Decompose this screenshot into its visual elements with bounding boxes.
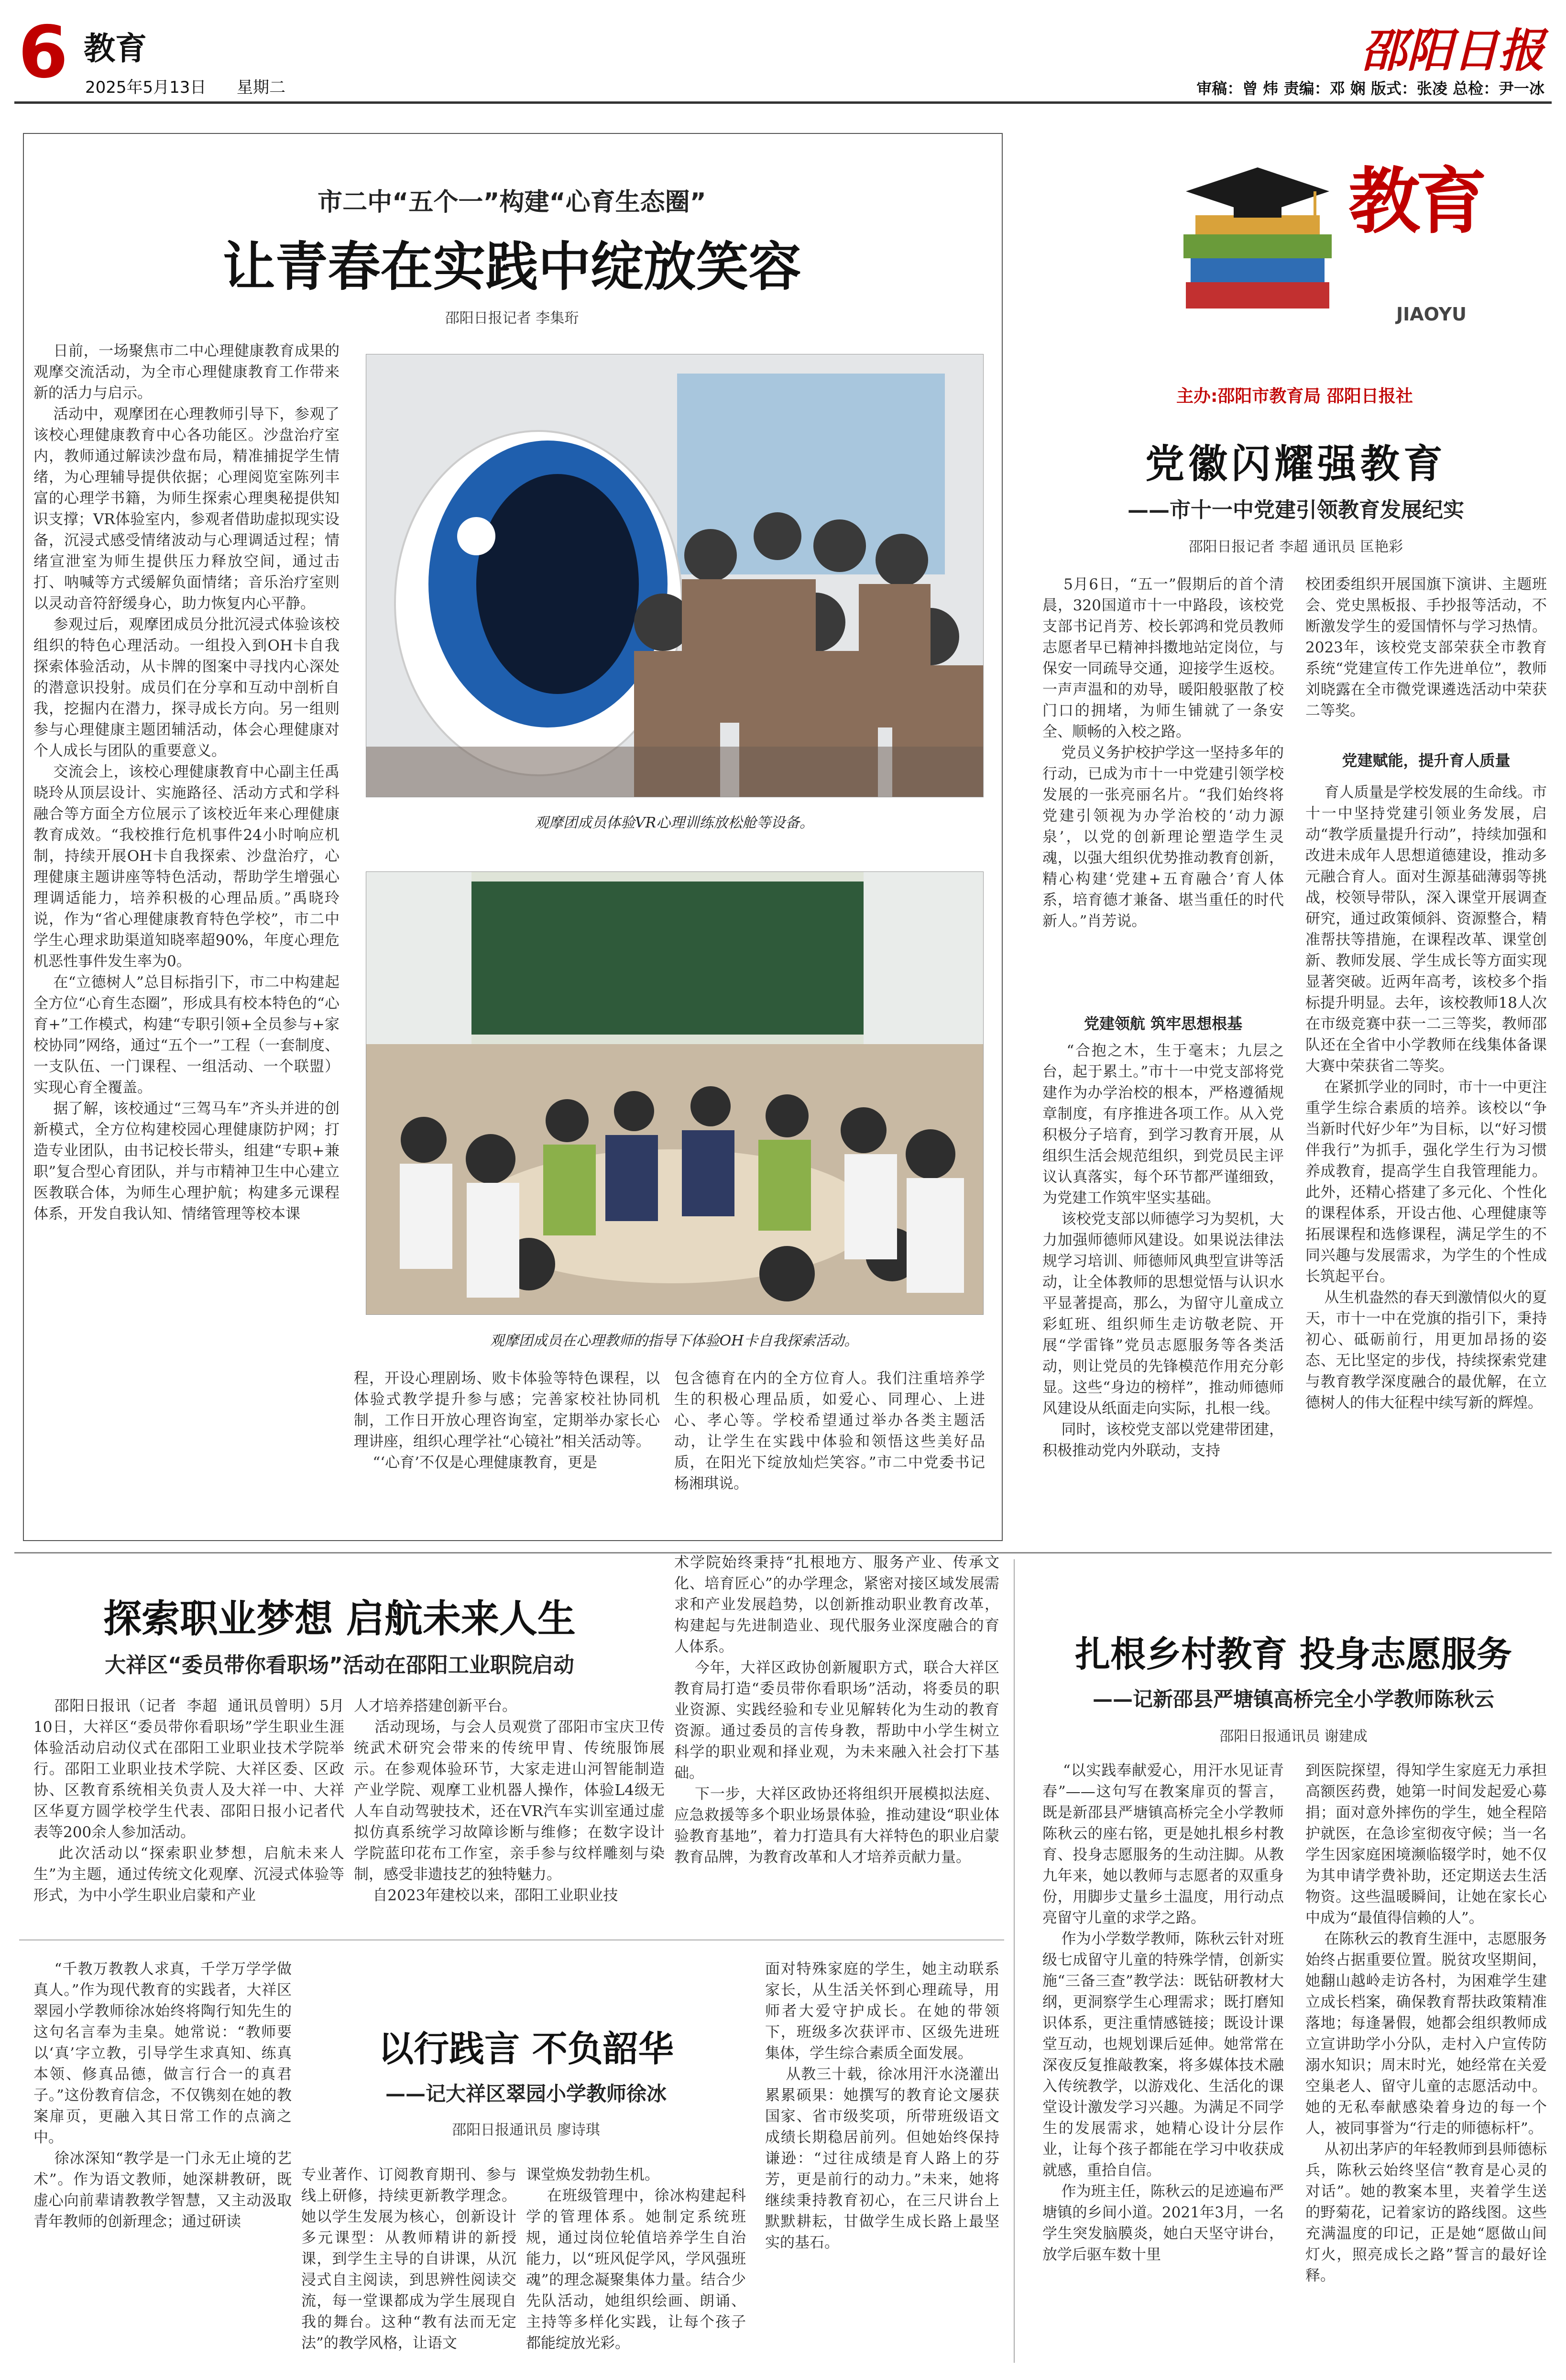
editor-credits: 审稿：曾 炜 责编：邓 娴 版式：张凌 总检：尹一冰 <box>1196 79 1544 98</box>
article5-column1: “千教万教教人求真，千学万学学做真人。”作为现代教育的实践者，大祥区翠园小学教师徐冰始终将陶行知先生的这句名言奉为圭臬。她常说：“教师要以‘真’字立教，引导学生求真知、练真本领、修真品德，做言行合一的真君子。”这份教育信念，不仅镌刻在她的教案扉页，更融入其日常工作的点滴之中。 徐冰深知“教学是一门永无止境的艺术”。作为语文教师，她深耕教研，既虚心向前辈请教教学智慧，又主动汲取青年教师的创新理念；通过研读 <box>33 1961 292 2230</box>
article2-subtitle: ——市十一中党建引领教育发展纪实 <box>1128 498 1464 522</box>
article3-column2: 人才培养搭建创新平台。 活动现场，与会人员观赏了邵阳市宝庆卫传统武术研究会带来的传统甲胄、传统服饰展示。在参观体验环节，大家走进山河智能制造产业学院、观摩工业机器人操作，体验L4级无人车自动驾驶技术，还在VR汽车实训室通过虚拟仿真系统学习故障诊断与维修；在数字设计学院蓝印花布工作室，亲手参与纹样雕刻与染制，感受非遗技艺的独特魅力。 自2023年建校以来，邵阳工业职业技 <box>354 1697 665 1904</box>
article5-headline: 以行践言 不负韶华 <box>378 2028 674 2070</box>
article5-subtitle: ——记大祥区翠园小学教师徐冰 <box>385 2082 667 2105</box>
article2-column1-part2: “合抱之木，生于毫末；九层之台，起于累土。”市十一中党支部将党建作为办学治校的根本，严格遵循规章制度，有序推进各项工作。从入党积极分子培育，到学习教育开展，从组织生活会规范组织，到党员民主评议认真落实，每个环节都严谨细致，为党建工作筑牢坚实基础。 该校党支部以师德学习为契机，大力加强师德师风建设。如果说法律法规学习培训、师德师风典型宣讲等活动，让全体教师的思想觉悟与认识水平显著提高，那么，为留守儿童成立彩虹班、组织师生走访敬老院、开展“学雷锋”党员志愿服务等各类活动，则让党员的先锋模范作用充分彰显。这些“身边的榜样”，推动师德师风建设从纸面走向实际，扎根一线。 同时，该校党支部以党建带团建，积极推动党内外联动，支持 <box>1042 1042 1284 1459</box>
article2-column2-part2: 育人质量是学校发展的生命线。市十一中坚持党建引领业务发展，启动“教学质量提升行动”，持续加强和改进未成年人思想道德建设，推动多元融合育人。面对生源基础薄弱等挑战，校领导带队，深入课堂开展调查研究，通过政策倾斜、资源整合，精准帮扶等措施，在课程改革、课堂创新、教师发展、学生成长等方面实现显著突破。近两年高考，该校多个指标提升明显。去年，该校教师18人次在市级竞赛中获一二三等奖，教师邵队还在全省中小学教师在线集体备课大赛中荣获省二等奖。 在紧抓学业的同时，市十一中更注重学生综合素质的培养。该校以“争当新时代好少年”为目标，以“好习惯伴我行”为抓手，强化学生行为习惯养成教育，提高学生自我管理能力。此外，还精心搭建了多元化、个性化的课程体系，开设古他、心理健康等拓展课程和选修课程，满足学生的不同兴趣与发展需求，为学生的个性成长筑起平台。 从生机盎然的春天到激情似火的夏天，市十一中在党旗的指引下，秉持初心、砥砺前行，用更加昂扬的姿态、无比坚定的步伐，持续探索党建与教育教学深度融合的最优解，在立德树人的伟大征程中续写新的辉煌。 <box>1305 784 1547 1411</box>
article3-column3: 术学院始终秉持“扎根地方、服务产业、传承文化、培育匠心”的办学理念，紧密对接区域发展需求和产业发展趋势，以创新推动职业教育改革，构建起与先进制造业、现代服务业深度融合的育人体系。 今年，大祥区政协创新履职方式，联合大祥区教育局打造“委员带你看职场”活动，将委员的职业资源、实践经验和专业见解转化为生动的教育资源。通过委员的言传身教，帮助中小学生树立科学的职业观和择业观，为未来融入社会打下基础。 下一步，大祥区政协还将组织开展模拟法庭、应急救援等多个职业场景体验，推动建设“职业体验教育基地”，着力打造具有大祥特色的职业启蒙教育品牌，为教育改革和人才培养贡献力量。 <box>674 1554 999 1866</box>
article4-column1: “以实践奉献爱心，用汗水见证青春”——这句写在教案扉页的誓言，既是新邵县严塘镇高桥完全小学教师陈秋云的座右铭，更是她扎根乡村教育、投身志愿服务的生动注脚。从教九年来，她以教师与志愿者的双重身份，用脚步丈量乡土温度，用行动点亮留守儿童的求学之路。 作为小学数学教师，陈秋云针对班级七成留守儿童的特殊学情，创新实施“三备三查”教学法：既钻研教材大纲，更洞察学生心理需求；既打磨知识体系，更注重情感链接；既设计课堂互动，也规划课后延伸。她常常在深夜反复推敲教案，将多媒体技术融入传统教学，以游戏化、生活化的课堂设计激发学习兴趣。为满足不同学生的发展需求，她精心设计分层作业，让每个孩子都能在学习中收获成就感，重拾自信。 作为班主任，陈秋云的足迹遍布严塘镇的乡间小道。2021年3月，一名学生突发脑膜炎，她白天坚守讲台，放学后驱车数十里 <box>1042 1762 1284 2263</box>
page-number: 6 <box>18 11 68 94</box>
education-badge <box>1148 134 1530 373</box>
article1-photo-vr <box>366 354 984 797</box>
article5-column4: 面对特殊家庭的学生，她主动联系家长，从生活关怀到心理疏导，用师者大爱守护成长。在她的带领下，班级多次获评市、区级先进班集体，学生综合素质全面发展。 从教三十载，徐冰用汗水浇灌出累累硕果：她撰写的教育论文屡获国家、省市级奖项，所带班级语文成绩长期稳居前列。但她始终保持谦逊：“过往成绩是育人路上的芬芳，更是前行的动力。”未来，她将继续秉持教育初心，在三尺讲台上默默耕耘，甘做学生成长路上最坚实的基石。 <box>765 1961 999 2251</box>
badge-title: 教育 <box>1348 159 1483 243</box>
section-title: 教育 <box>84 30 147 67</box>
article2-subhead1: 党建领航 筑牢思想根基 <box>1084 1014 1243 1033</box>
article4-byline: 邵阳日报通讯员 谢建成 <box>1219 1728 1368 1745</box>
article2-subhead2: 党建赋能，提升育人质量 <box>1342 751 1511 770</box>
article-divider-vertical <box>1014 1559 1015 2363</box>
issue-weekday: 星期二 <box>237 78 285 97</box>
article5-byline: 邵阳日报通讯员 廖诗琪 <box>452 2122 600 2138</box>
article3-headline: 探索职业梦想 启航未来人生 <box>103 1596 576 1641</box>
article1-column2: 程，开设心理剧场、败卡体验等特色课程，以体验式教学提升参与感；完善家校社协同机制，工作日开放心理咨询室，定期举办家长心理讲座，组织心理学社“心镜社”相关活动等。 “‘心育’不仅是心理健康教育，更是 <box>354 1370 660 1471</box>
article1-headline: 让青春在实践中绽放笑容 <box>222 236 801 298</box>
article3-subtitle: 大祥区“委员带你看职场”活动在邵阳工业职院启动 <box>105 1653 574 1677</box>
article2-byline: 邵阳日报记者 李超 通讯员 匡艳彩 <box>1188 539 1403 555</box>
article1-column3: 包含德育在内的全方位育人。我们注重培养学生的积极心理品质，如爱心、同理心、上进心、孝心等。学校希望通过举办各类主题活动，让学生在实践中体验和领悟这些美好品质，在阳光下绽放灿烂笑容。”市二中党委书记杨湘琪说。 <box>674 1370 985 1492</box>
article1-caption1: 观摩团成员体验VR心理训练放松舱等设备。 <box>534 815 814 831</box>
article2-column1-part1: 5月6日，“五一”假期后的首个清晨，320国道市十一中路段，该校党支部书记肖芳、校长郭鸿和党员教师志愿者早已精神抖擞地站定岗位，与保安一同疏导交通，迎接学生返校。一声声温和的劝导，暖阳般驱散了校门口的拥堵，为师生铺就了一条安全、顺畅的入校之路。 党员义务护校护学这一坚持多年的行动，已成为市十一中党建引领学校发展的一张亮丽名片。“我们始终将党建引领视为办学治校的‘动力源泉’，以党的创新理论塑造学生灵魂，以强大组织优势推动教育创新，精心构建‘党建+五育融合’育人体系，培育德才兼备、堪当重任的时代新人。”肖芳说。 <box>1042 576 1284 930</box>
article3-divider <box>19 1939 1004 1940</box>
article1-caption2: 观摩团成员在心理教师的指导下体验OH卡自我探索活动。 <box>490 1333 859 1349</box>
badge-sponsor: 主办:邵阳市教育局 邵阳日报社 <box>1176 386 1413 406</box>
article5-column2: 专业著作、订阅教育期刊、参与线上研修，持续更新教学理念。她以学生发展为核心，创新设计多元课型：从教师精讲的新授课，到学生主导的自讲课，从沉浸式自主阅读，到思辨性阅读交流，每一堂课都成为学生展现自我的舞台。这种“教有法而无定法”的教学风格，让语文 <box>301 2166 516 2352</box>
issue-date: 2025年5月13日 <box>85 78 207 97</box>
article4-headline: 扎根乡村教育 投身志愿服务 <box>1075 1634 1512 1675</box>
article4-column2: 到医院探望，得知学生家庭无力承担高额医药费，她第一时间发起爱心募捐；面对意外摔伤的学生，她全程陪护就医，在急诊室彻夜守候；当一名学生因家庭困境濒临辍学时，她不仅为其申请学费补助，还定期送去生活物资。这些温暖瞬间，让她在家长心中成为“最值得信赖的人”。 在陈秋云的教育生涯中，志愿服务始终占据重要位置。脱贫攻坚期间，她翻山越岭走访各村，为困难学生建立成长档案，确保教育帮扶政策精准落地；每逢暑假，她都会组织教师成立宣讲助学小分队，走村入户宣传防溺水知识；周末时光，她经常在关爱空巢老人、留守儿童的志愿活动中。她的无私奉献感染着身边的每一个人，被同事誉为“行走的师德标杆”。 从初出茅庐的年轻教师到县师德标兵，陈秋云始终坚信“教育是心灵的对话”。她的教案本里，夹着学生送的野菊花，记着家访的路线图。这些充满温度的印记，正是她“愿做山间灯火，照亮成长之路”誓言的最好诠释。 <box>1305 1762 1547 2284</box>
article1-byline: 邵阳日报记者 李集珩 <box>445 310 579 327</box>
article2-column2-part1: 校团委组织开展国旗下演讲、主题班会、党史黑板报、手抄报等活动，不断激发学生的爱国情怀与学习热情。2023年，该校党支部荣获全市教育系统“党建宣传工作先进单位”，教师刘晓露在全市微党课遴选活动中荣获二等奖。 <box>1305 576 1547 719</box>
article1-kicker: 市二中“五个一”构建“心育生态圈” <box>318 188 706 217</box>
article1-photo-ohcard <box>366 871 984 1315</box>
badge-latin: JIAOYU <box>1396 304 1467 325</box>
paper-name-logo: 邵阳日报 <box>1361 23 1544 77</box>
masthead-rule <box>14 101 1552 104</box>
article2-headline: 党徽闪耀强教育 <box>1145 441 1446 487</box>
article4-subtitle: ——记新邵县严塘镇高桥完全小学教师陈秋云 <box>1092 1687 1494 1711</box>
article3-column1: 邵阳日报讯（记者 李超 通讯员曾明）5月10日，大祥区“委员带你看职场”学生职业生涯体验活动启动仪式在邵阳工业职业技术学院举行。邵阳工业职业技术学院、大祥区委、区政协、区教育系统相关负责人及大祥一中、大祥区华夏方圆学校学生代表、邵阳日报小记者代表等200余人参加活动。 此次活动以“探索职业梦想，启航未来人生”为主题，通过传统文化观摩、沉浸式体验等形式，为中小学生职业启蒙和产业 <box>33 1697 344 1904</box>
article5-column3: 课堂焕发勃勃生机。 在班级管理中，徐冰构建起科学的管理体系。她制定系统班规，通过岗位轮值培养学生自治能力，以“班风促学风，学风强班魂”的理念凝聚集体力量。结合少先队活动，她组织绘画、朗诵、主持等多样化实践，让每个孩子都能绽放光彩。 <box>526 2166 746 2352</box>
article1-column1: 日前，一场聚焦市二中心理健康教育成果的观摩交流活动，为全市心理健康教育工作带来新的活力与启示。 活动中，观摩团在心理教师引导下，参观了该校心理健康教育中心各功能区。沙盘治疗室内，教师通过解读沙盘布局，精准捕捉学生情绪，为心理辅导提供依据；心理阅览室陈列丰富的心理学书籍，为师生探索心理奥秘提供知识支撑；VR体验室内，参观者借助虚拟现实设备，沉浸式感受情绪波动与心理调适过程；情绪宣泄室为师生提供压力释放空间，通过击打、呐喊等方式缓解负面情绪；音乐治疗室则以灵动音符舒缓身心，助力恢复内心平静。 参观过后，观摩团成员分批沉浸式体验该校组织的特色心理活动。一组投入到OH卡自我探索体验活动，从卡牌的图案中寻找内心深处的潜意识投射。成员们在分享和互动中剖析自我，挖掘内在潜力，探寻成长方向。另一组则参与心理健康主题团辅活动，体会心理健康对个人成长与团队的重要意义。 交流会上，该校心理健康教育中心副主任禹晓玲从顶层设计、实施路径、活动方式和学科融合等方面全方位展示了该校近年来心理健康教育成效。“我校推行危机事件24小时响应机制，持续开展OH卡自我探索、沙盘治疗，心理健康主题讲座等特色活动，帮助学生增强心理调适能力，培养积极的心理品质。”禹晓玲说，作为“省心理健康教育特色学校”，市二中学生心理求助渠道知晓率超90%，年度心理危机恶性事件发生率为0。 在“立德树人”总目标指引下，市二中构建起全方位“心育生态圈”，形成具有校本特色的“心育+”工作模式，构建“专职引领+全员参与+家校协同”网络，通过“五个一”工程（一套制度、一支队伍、一门课程、一组活动、一个联盟）实现心育全覆盖。 据了解，该校通过“三驾马车”齐头并进的创新模式，全方位构建校园心理健康防护网；打造专业团队，由书记校长带头，组建“专职+兼职”复合型心育团队，并与市精神卫生中心建立医教联合体，为师生心理护航；构建多元课程体系，开发自我认知、情绪管理等校本课 <box>33 342 339 1223</box>
